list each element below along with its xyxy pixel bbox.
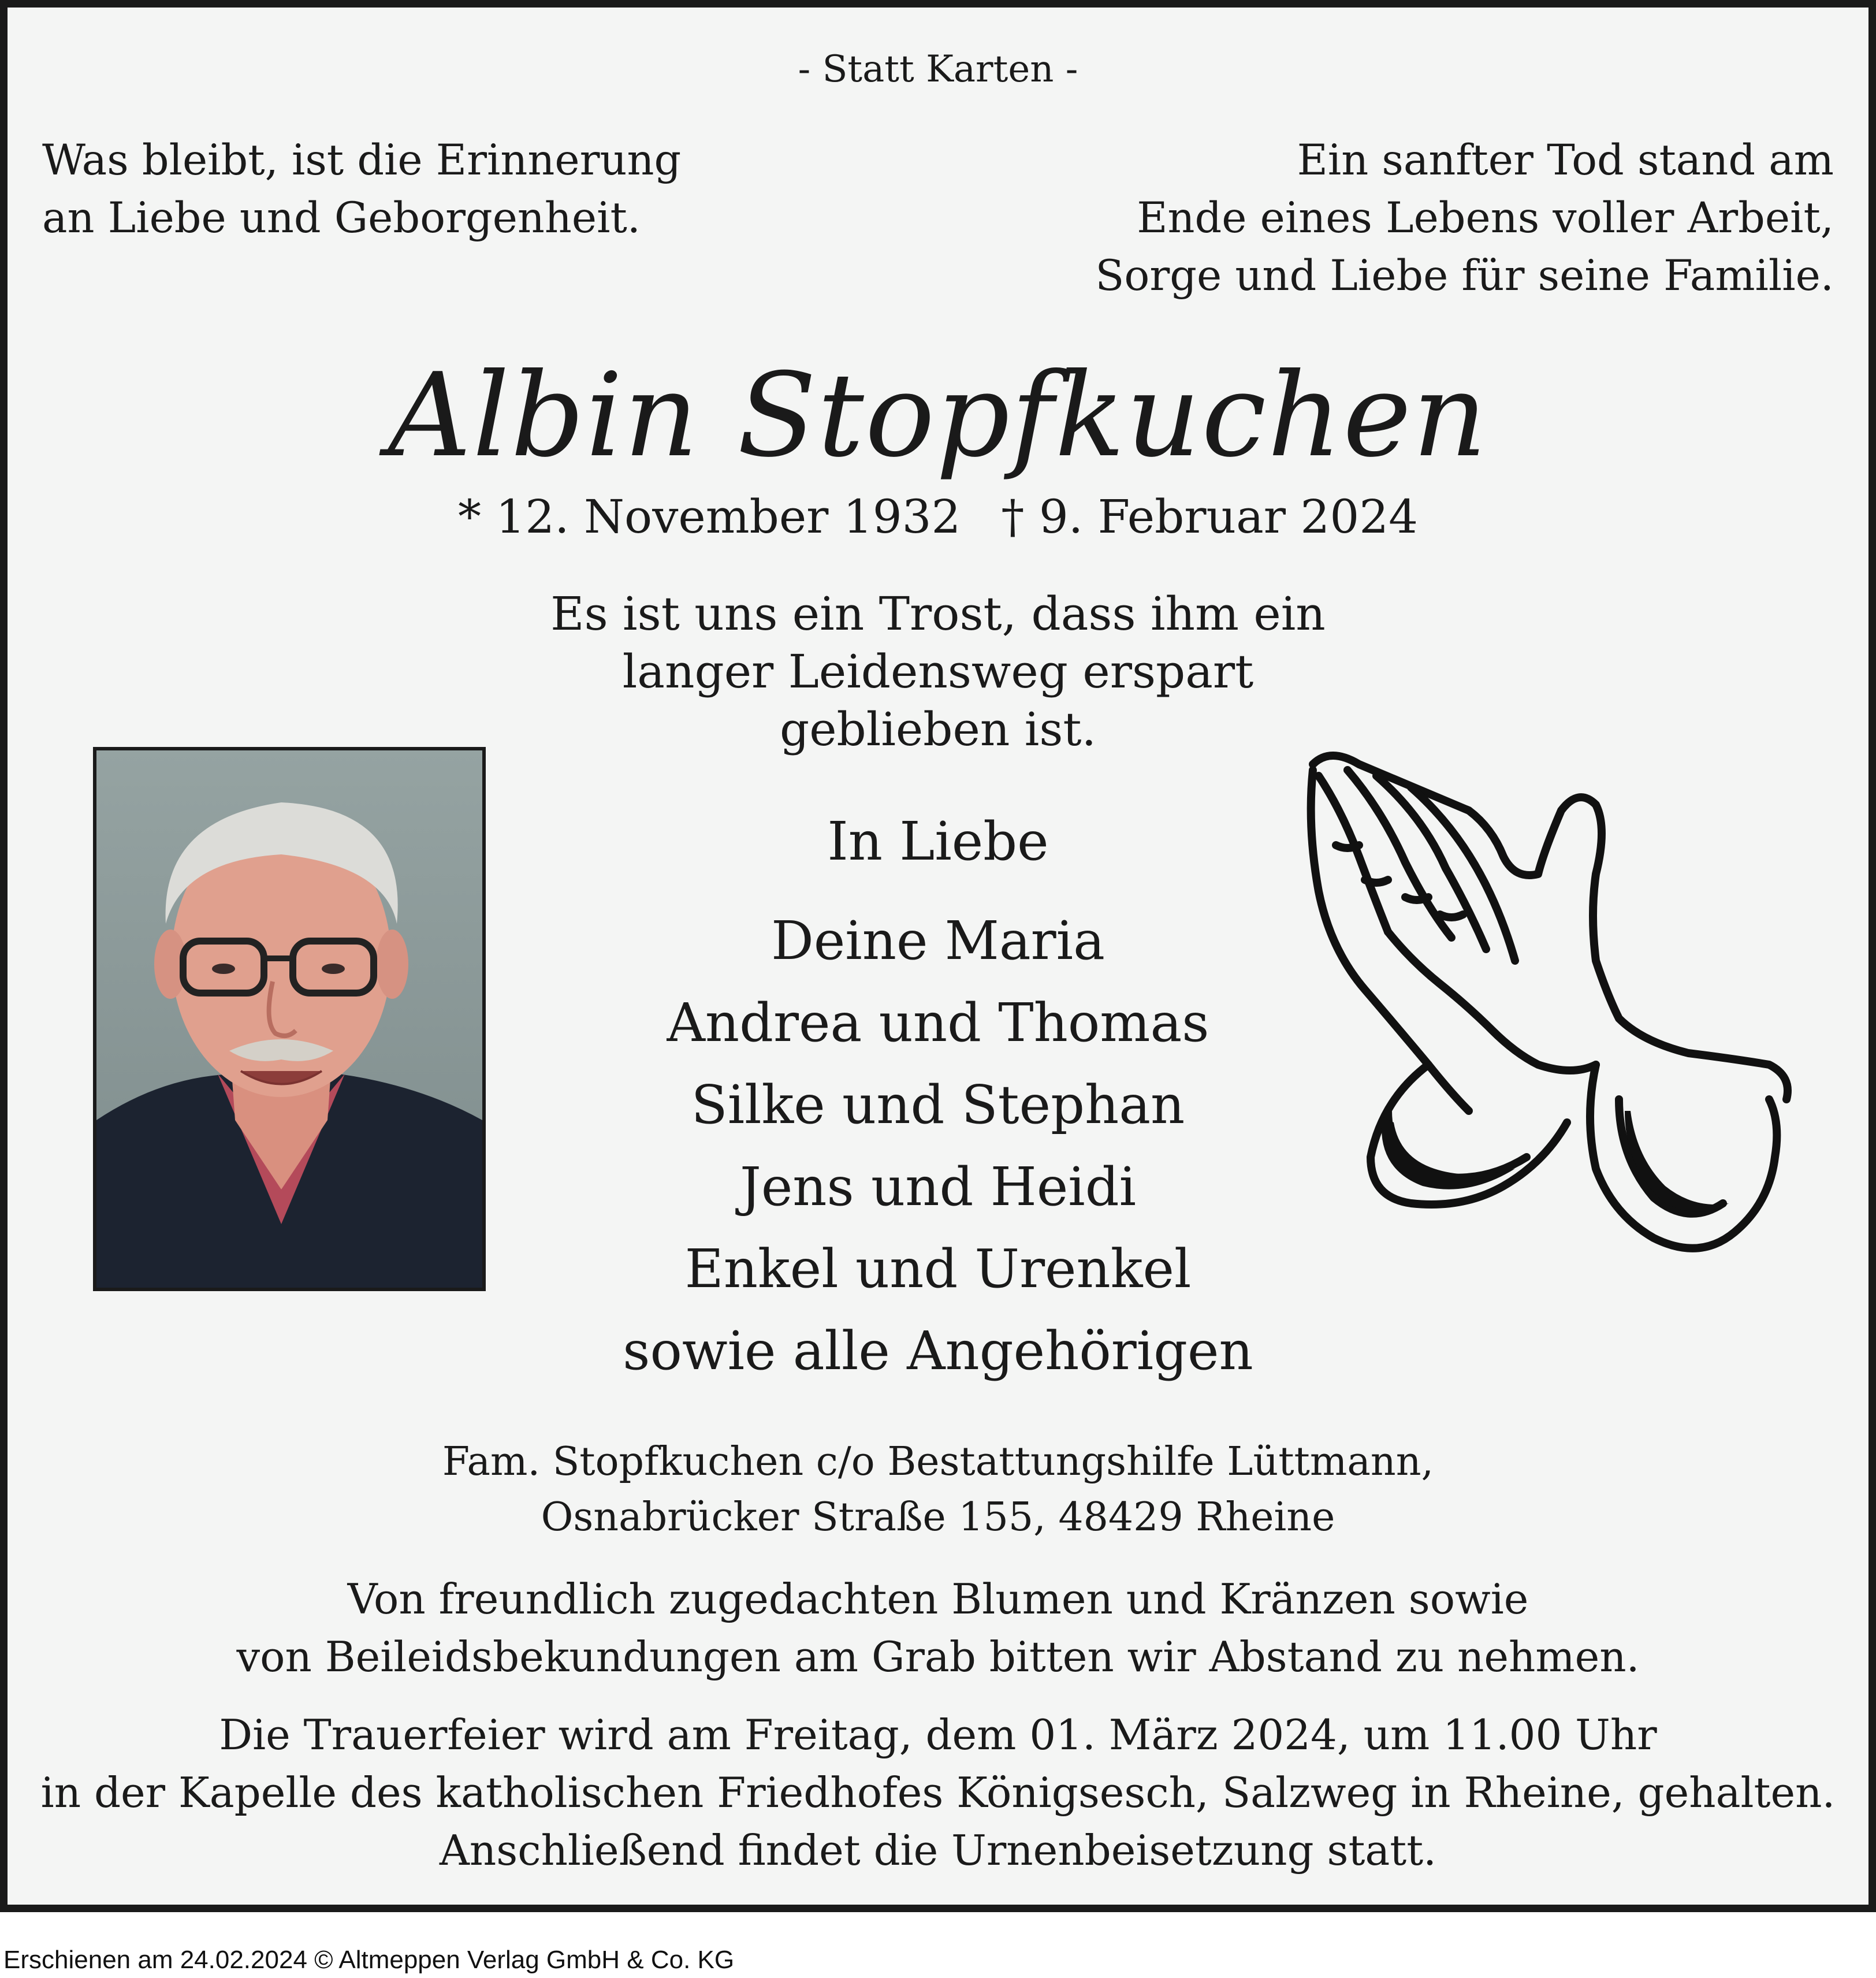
trost-line: Es ist uns ein Trost, dass ihm ein (550, 587, 1326, 641)
quote-right (1025, 132, 1834, 305)
quote-right-line: Ende eines Lebens voller Arbeit, (1137, 194, 1834, 243)
ceremony-info (8, 1706, 1868, 1879)
quote-left (42, 132, 735, 247)
trost-line: langer Leidensweg erspart (622, 645, 1254, 698)
family-member: Enkel und Urenkel (684, 1238, 1192, 1300)
flowers-line: Von freundlich zugedachten Blumen und Kränzen sowie (347, 1575, 1529, 1623)
family-member: Silke und Stephan (691, 1074, 1185, 1136)
quote-left-line: an Liebe und Geborgenheit. (42, 194, 641, 243)
contact-address (8, 1434, 1868, 1545)
trost-text (8, 585, 1868, 759)
quote-left-line: Was bleibt, ist die Erinnerung (42, 136, 682, 185)
life-dates (8, 490, 1868, 544)
family-member: Jens und Heidi (739, 1156, 1137, 1218)
ceremony-line: Anschließend findet die Urnenbeisetzung statt. (439, 1826, 1437, 1875)
trost-line: geblieben ist. (779, 702, 1096, 756)
statt-karten: - Statt Karten - (798, 48, 1078, 91)
address-line: Osnabrücker Straße 155, 48429 Rheine (541, 1494, 1335, 1540)
publication-footer: Erschienen am 24.02.2024 © Altmeppen Verlag GmbH & Co. KG (3, 1946, 735, 1974)
family-member: Andrea und Thomas (667, 992, 1209, 1054)
praying-hands-icon (1296, 741, 1815, 1296)
ceremony-line: Die Trauerfeier wird am Freitag, dem 01. März 2024, um 11.00 Uhr (219, 1711, 1657, 1759)
family-member: Deine Maria (771, 910, 1105, 972)
birth-date: * 12. November 1932 (457, 490, 961, 544)
in-liebe: In Liebe (827, 810, 1049, 872)
quote-right-line: Ein sanfter Tod stand am (1297, 136, 1834, 185)
flowers-note (8, 1570, 1868, 1686)
quote-right-line: Sorge und Liebe für seine Familie. (1095, 251, 1834, 300)
death-date: † 9. Februar 2024 (1001, 490, 1419, 544)
deceased-name: Albin Stopfkuchen (388, 348, 1488, 483)
ceremony-line: in der Kapelle des katholischen Friedhofes Königsesch, Salzweg in Rheine, gehalten. (40, 1768, 1836, 1817)
address-line: Fam. Stopfkuchen c/o Bestattungshilfe Lüttmann, (442, 1439, 1434, 1485)
family-member: sowie alle Angehörigen (623, 1320, 1253, 1382)
portrait-photo (93, 747, 486, 1291)
flowers-line: von Beileidsbekundungen am Grab bitten wir Abstand zu nehmen. (236, 1633, 1640, 1681)
